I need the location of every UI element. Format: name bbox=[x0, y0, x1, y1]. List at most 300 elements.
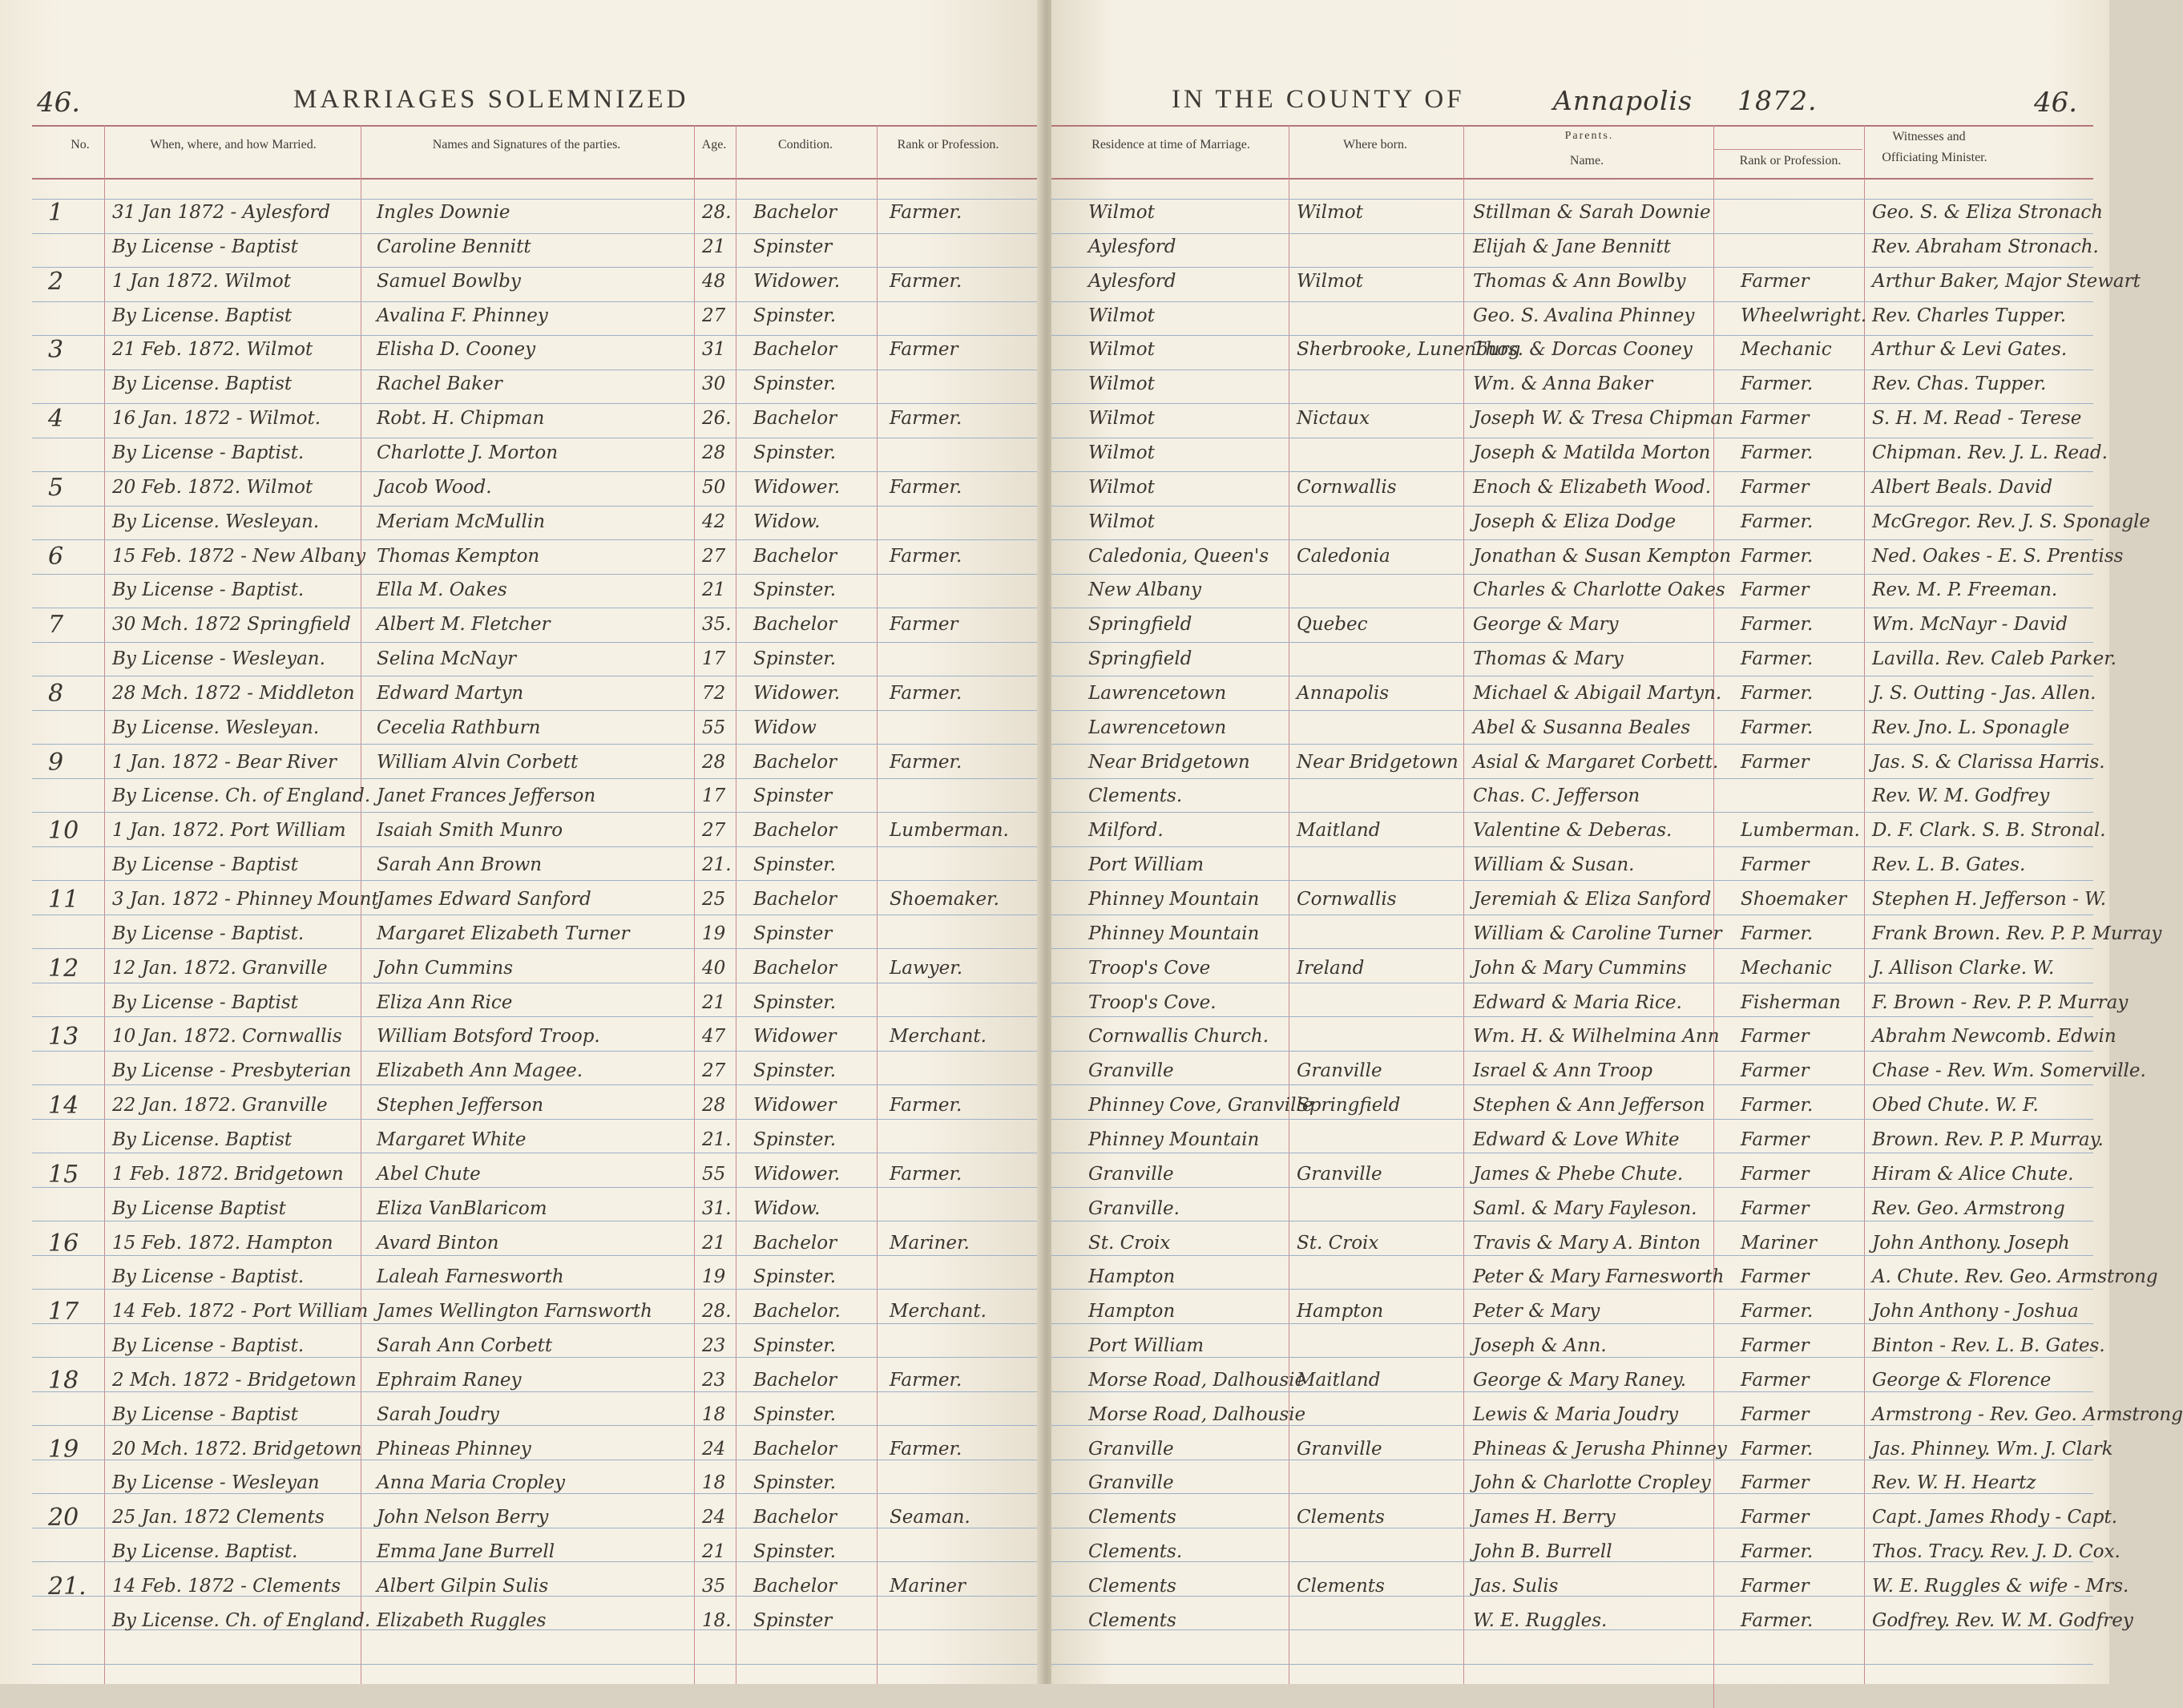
entry-when-where: 10 Jan. 1872. Cornwallis bbox=[112, 1026, 342, 1047]
entry-number: 16 bbox=[48, 1230, 79, 1258]
entry-when-where: 1 Jan 1872. Wilmot bbox=[112, 271, 292, 292]
entry-condition: Bachelor bbox=[753, 1576, 837, 1597]
entry-parents-rank: Farmer. bbox=[1741, 683, 1814, 704]
entry-condition: Spinster. bbox=[753, 1541, 837, 1562]
entry-age: 17 bbox=[702, 785, 726, 806]
entry-parents-rank: Mariner bbox=[1741, 1233, 1818, 1254]
entry-party-name: John Nelson Berry bbox=[377, 1507, 549, 1528]
entry-parents-rank: Farmer bbox=[1741, 854, 1810, 875]
entry-number: 9 bbox=[48, 749, 64, 777]
entry-condition: Bachelor bbox=[753, 546, 837, 567]
ruled-line bbox=[1051, 1187, 2093, 1188]
entry-parents-rank: Fisherman bbox=[1741, 992, 1841, 1013]
entry-age: 21. bbox=[702, 1129, 732, 1150]
entry-condition: Bachelor bbox=[753, 1370, 837, 1391]
entry-age: 21 bbox=[702, 579, 726, 600]
entry-parents-name: Enoch & Elizabeth Wood. bbox=[1473, 477, 1712, 498]
entry-witnesses: McGregor. Rev. J. S. Sponagle bbox=[1872, 511, 2151, 532]
entry-party-name: Sarah Joudry bbox=[377, 1404, 499, 1425]
entry-parents-rank: Farmer bbox=[1741, 1404, 1810, 1425]
entry-parents-name: Thomas & Mary bbox=[1473, 648, 1624, 669]
entry-residence: Near Bridgetown bbox=[1088, 752, 1250, 773]
entry-parents-name: Wm. & Anna Baker bbox=[1473, 373, 1653, 394]
entry-party-name: Charlotte J. Morton bbox=[377, 442, 559, 463]
entry-birthplace: Wilmot bbox=[1297, 271, 1363, 292]
entry-age: 27 bbox=[702, 820, 726, 841]
entry-witnesses: Chipman. Rev. J. L. Read. bbox=[1872, 442, 2108, 463]
entry-age: 21 bbox=[702, 992, 726, 1013]
entry-parents-rank: Farmer bbox=[1741, 1335, 1810, 1356]
entry-when-where: 14 Feb. 1872 - Port William bbox=[112, 1301, 369, 1322]
entry-rank: Farmer. bbox=[890, 202, 962, 223]
ruled-line bbox=[32, 574, 1042, 575]
entry-age: 18 bbox=[702, 1472, 726, 1493]
entry-when-where: By License - Baptist. bbox=[112, 579, 305, 600]
entry-condition: Bachelor bbox=[753, 1507, 837, 1528]
entry-parents-rank: Farmer bbox=[1741, 1370, 1810, 1391]
entry-witnesses: S. H. M. Read - Terese bbox=[1872, 408, 2082, 429]
entry-age: 19 bbox=[702, 1266, 726, 1287]
entry-parents-name: Michael & Abigail Martyn. bbox=[1473, 683, 1722, 704]
entry-parents-rank: Farmer. bbox=[1741, 1610, 1814, 1631]
entry-party-name: William Alvin Corbett bbox=[377, 752, 579, 773]
entry-parents-name: Geo. S. Avalina Phinney bbox=[1473, 305, 1695, 326]
entry-residence: Clements. bbox=[1088, 1541, 1183, 1562]
entry-parents-rank: Farmer bbox=[1741, 1576, 1810, 1597]
entry-parents-rank: Farmer bbox=[1741, 477, 1810, 498]
entry-parents-name: Jeremiah & Eliza Sanford bbox=[1473, 889, 1712, 910]
entry-number: 5 bbox=[48, 474, 64, 502]
entry-parents-name: Joseph W. & Tresa Chipman bbox=[1473, 408, 1733, 429]
entry-birthplace: Caledonia bbox=[1297, 546, 1390, 567]
entry-residence: Phinney Mountain bbox=[1088, 1129, 1260, 1150]
ruled-line bbox=[1051, 335, 2093, 336]
ruled-line bbox=[32, 1051, 1042, 1052]
entry-birthplace: Ireland bbox=[1297, 958, 1365, 979]
entry-parents-rank: Farmer. bbox=[1741, 373, 1814, 394]
left-page-number: 46. bbox=[37, 87, 81, 119]
entry-witnesses: Rev. W. H. Heartz bbox=[1872, 1472, 2036, 1493]
entry-residence: Lawrencetown bbox=[1088, 683, 1227, 704]
entry-rank: Farmer. bbox=[890, 408, 962, 429]
entry-number: 4 bbox=[48, 405, 64, 433]
entry-condition: Widow. bbox=[753, 1198, 821, 1219]
entry-condition: Widower bbox=[753, 1095, 837, 1116]
entry-birthplace: Maitland bbox=[1297, 820, 1381, 841]
ruled-line bbox=[1051, 1664, 2093, 1665]
entry-when-where: 28 Mch. 1872 - Middleton bbox=[112, 683, 355, 704]
entry-birthplace: Granville bbox=[1297, 1164, 1382, 1185]
entry-party-name: John Cummins bbox=[377, 958, 514, 979]
entry-rank: Lawyer. bbox=[890, 958, 963, 979]
entry-parents-name: Stillman & Sarah Downie bbox=[1473, 202, 1711, 223]
entry-residence: Morse Road, Dalhousie bbox=[1088, 1370, 1306, 1391]
entry-rank: Farmer. bbox=[890, 477, 962, 498]
entry-witnesses: Jas. Phinney. Wm. J. Clark bbox=[1872, 1439, 2113, 1460]
entry-when-where: 16 Jan. 1872 - Wilmot. bbox=[112, 408, 321, 429]
entry-party-name: Albert M. Fletcher bbox=[377, 614, 551, 635]
entry-condition: Widower. bbox=[753, 477, 841, 498]
header-rule-bottom bbox=[32, 178, 1042, 180]
entry-party-name: Avard Binton bbox=[377, 1233, 499, 1254]
entry-witnesses: J. Allison Clarke. W. bbox=[1872, 958, 2055, 979]
entry-age: 17 bbox=[702, 648, 726, 669]
entry-parents-name: Thomas & Ann Bowlby bbox=[1473, 271, 1686, 292]
entry-witnesses: Jas. S. & Clarissa Harris. bbox=[1872, 752, 2105, 773]
entry-condition: Spinster bbox=[753, 923, 833, 944]
entry-number: 7 bbox=[48, 611, 64, 639]
entry-residence: Clements bbox=[1088, 1576, 1176, 1597]
entry-witnesses: Obed Chute. W. F. bbox=[1872, 1095, 2039, 1116]
entry-when-where: By License - Baptist bbox=[112, 236, 298, 257]
entry-witnesses: Binton - Rev. L. B. Gates. bbox=[1872, 1335, 2105, 1356]
col-header-residence: Residence at time of Marriage. bbox=[1092, 138, 1250, 151]
entry-birthplace: Annapolis bbox=[1297, 683, 1390, 704]
entry-condition: Bachelor bbox=[753, 408, 837, 429]
entry-when-where: 21 Feb. 1872. Wilmot bbox=[112, 339, 313, 360]
entry-condition: Spinster. bbox=[753, 1060, 837, 1081]
col-header-age: Age. bbox=[701, 138, 727, 151]
right-title-prefix: IN THE COUNTY OF bbox=[1172, 85, 1465, 114]
entry-parents-name: Stephen & Ann Jefferson bbox=[1473, 1095, 1705, 1116]
entry-when-where: 2 Mch. 1872 - Bridgetown bbox=[112, 1370, 357, 1391]
entry-parents-name: James & Phebe Chute. bbox=[1473, 1164, 1684, 1185]
entry-witnesses: John Anthony. Joseph bbox=[1872, 1233, 2070, 1254]
col-header-parents-name: Name. bbox=[1569, 154, 1604, 168]
entry-when-where: By License - Baptist bbox=[112, 1404, 298, 1425]
entry-when-where: By License - Wesleyan. bbox=[112, 648, 325, 669]
ruled-line bbox=[1051, 1425, 2093, 1426]
entry-party-name: Jacob Wood. bbox=[377, 477, 492, 498]
entry-parents-name: Valentine & Deberas. bbox=[1473, 820, 1673, 841]
entry-residence: Troop's Cove. bbox=[1088, 992, 1217, 1013]
ruled-line bbox=[32, 1084, 1042, 1085]
entry-condition: Spinster bbox=[753, 1610, 833, 1631]
entry-parents-name: George & Mary Raney. bbox=[1473, 1370, 1687, 1391]
entry-residence: Cornwallis Church. bbox=[1088, 1026, 1269, 1047]
entry-parents-name: Peter & Mary bbox=[1473, 1301, 1600, 1322]
ruled-line bbox=[32, 744, 1042, 745]
entry-residence: Phinney Mountain bbox=[1088, 889, 1260, 910]
entry-witnesses: Rev. W. M. Godfrey bbox=[1872, 785, 2050, 806]
entry-parents-rank: Mechanic bbox=[1741, 958, 1832, 979]
entry-condition: Spinster. bbox=[753, 1129, 837, 1150]
entry-number: 17 bbox=[48, 1298, 79, 1326]
header-rule-top bbox=[1051, 125, 2093, 127]
column-divider bbox=[877, 125, 878, 1684]
entry-residence: Aylesford bbox=[1088, 236, 1176, 257]
entry-condition: Spinster. bbox=[753, 648, 837, 669]
ruled-line bbox=[32, 506, 1042, 507]
entry-age: 27 bbox=[702, 546, 726, 567]
entry-residence: Granville bbox=[1088, 1472, 1174, 1493]
ruled-line bbox=[1051, 812, 2093, 813]
entry-parents-rank: Farmer bbox=[1741, 408, 1810, 429]
entry-when-where: By License. Wesleyan. bbox=[112, 717, 320, 738]
entry-residence: Port William bbox=[1088, 854, 1204, 875]
entry-parents-name: Peter & Mary Farnesworth bbox=[1473, 1266, 1725, 1287]
entry-parents-name: Travis & Mary A. Binton bbox=[1473, 1233, 1701, 1254]
entry-age: 28. bbox=[702, 202, 732, 223]
entry-rank: Merchant. bbox=[890, 1026, 987, 1047]
ruled-line bbox=[32, 471, 1042, 472]
entry-when-where: 31 Jan 1872 - Aylesford bbox=[112, 202, 331, 223]
entry-rank: Mariner bbox=[890, 1576, 966, 1597]
entry-parents-rank: Farmer. bbox=[1741, 546, 1814, 567]
entry-age: 35 bbox=[702, 1576, 726, 1597]
entry-condition: Bachelor bbox=[753, 958, 837, 979]
entry-party-name: Anna Maria Cropley bbox=[377, 1472, 566, 1493]
entry-residence: Troop's Cove bbox=[1088, 958, 1211, 979]
ruled-line bbox=[1051, 1051, 2093, 1052]
ruled-line bbox=[32, 1119, 1042, 1120]
entry-rank: Farmer. bbox=[890, 1164, 962, 1185]
entry-residence: Granville bbox=[1088, 1164, 1174, 1185]
entry-residence: Clements bbox=[1088, 1610, 1176, 1631]
entry-age: 30 bbox=[702, 373, 726, 394]
entry-condition: Spinster bbox=[753, 236, 833, 257]
entry-parents-rank: Farmer bbox=[1741, 271, 1810, 292]
entry-residence: Wilmot bbox=[1088, 511, 1155, 532]
entry-parents-name: William & Susan. bbox=[1473, 854, 1635, 875]
col-header-names: Names and Signatures of the parties. bbox=[432, 138, 621, 151]
entry-witnesses: Ned. Oakes - E. S. Prentiss bbox=[1872, 546, 2124, 567]
entry-condition: Spinster. bbox=[753, 373, 837, 394]
ruled-line bbox=[1051, 267, 2093, 268]
entry-witnesses: Rev. Abraham Stronach. bbox=[1872, 236, 2099, 257]
entry-party-name: Margaret White bbox=[377, 1129, 527, 1150]
entry-party-name: Elisha D. Cooney bbox=[377, 339, 536, 360]
entry-age: 50 bbox=[702, 477, 726, 498]
entry-when-where: By License - Baptist. bbox=[112, 442, 305, 463]
entry-number: 14 bbox=[48, 1092, 79, 1120]
entry-party-name: Samuel Bowlby bbox=[377, 271, 521, 292]
entry-party-name: Selina McNayr bbox=[377, 648, 517, 669]
entry-when-where: By License - Baptist bbox=[112, 854, 298, 875]
ruled-line bbox=[1051, 1084, 2093, 1085]
entry-residence: Aylesford bbox=[1088, 271, 1176, 292]
entry-birthplace: Cornwallis bbox=[1297, 889, 1397, 910]
entry-party-name: Thomas Kempton bbox=[377, 546, 540, 567]
entry-witnesses: Rev. M. P. Freeman. bbox=[1872, 579, 2058, 600]
entry-when-where: 14 Feb. 1872 - Clements bbox=[112, 1576, 341, 1597]
entry-birthplace: Granville bbox=[1297, 1439, 1382, 1460]
entry-number: 12 bbox=[48, 955, 79, 983]
ruled-line bbox=[32, 778, 1042, 779]
entry-residence: New Albany bbox=[1088, 579, 1201, 600]
entry-party-name: Ella M. Oakes bbox=[377, 579, 507, 600]
ruled-line bbox=[32, 710, 1042, 711]
entry-when-where: By License - Baptist. bbox=[112, 1335, 305, 1356]
entry-rank: Farmer. bbox=[890, 1095, 962, 1116]
entry-parents-name: Jonathan & Susan Kempton bbox=[1473, 546, 1732, 567]
entry-age: 21 bbox=[702, 1233, 726, 1254]
entry-parents-rank: Farmer bbox=[1741, 1472, 1810, 1493]
entry-residence: Wilmot bbox=[1088, 408, 1155, 429]
ruled-line bbox=[32, 880, 1042, 881]
entry-birthplace: Clements bbox=[1297, 1576, 1385, 1597]
entry-parents-name: John & Mary Cummins bbox=[1473, 958, 1687, 979]
entry-residence: Lawrencetown bbox=[1088, 717, 1227, 738]
entry-when-where: 15 Feb. 1872. Hampton bbox=[112, 1233, 333, 1254]
entry-condition: Spinster. bbox=[753, 1404, 837, 1425]
ruled-line bbox=[32, 233, 1042, 234]
entry-age: 28 bbox=[702, 442, 726, 463]
entry-number: 13 bbox=[48, 1023, 79, 1051]
entry-party-name: Eliza VanBlaricom bbox=[377, 1198, 547, 1219]
col-header-when: When, where, and how Married. bbox=[150, 138, 317, 151]
entry-witnesses: Lavilla. Rev. Caleb Parker. bbox=[1872, 648, 2116, 669]
entry-residence: Granville. bbox=[1088, 1198, 1180, 1219]
entry-party-name: Emma Jane Burrell bbox=[377, 1541, 555, 1562]
entry-witnesses: Frank Brown. Rev. P. P. Murray bbox=[1872, 923, 2162, 944]
entry-condition: Widower. bbox=[753, 683, 841, 704]
ruled-line bbox=[32, 335, 1042, 336]
entry-parents-rank: Farmer bbox=[1741, 1507, 1810, 1528]
entry-witnesses: Rev. Charles Tupper. bbox=[1872, 305, 2067, 326]
entry-party-name: Margaret Elizabeth Turner bbox=[377, 923, 630, 944]
entry-party-name: Caroline Bennitt bbox=[377, 236, 531, 257]
ruled-line bbox=[1051, 1289, 2093, 1290]
entry-age: 31 bbox=[702, 339, 726, 360]
entry-age: 40 bbox=[702, 958, 726, 979]
ruled-line bbox=[1051, 1016, 2093, 1017]
entry-age: 18. bbox=[702, 1610, 732, 1631]
entry-parents-rank: Lumberman. bbox=[1741, 820, 1860, 841]
entry-condition: Bachelor bbox=[753, 820, 837, 841]
entry-witnesses: Chase - Rev. Wm. Somerville. bbox=[1872, 1060, 2146, 1081]
entry-parents-rank: Farmer bbox=[1741, 1266, 1810, 1287]
entry-residence: St. Croix bbox=[1088, 1233, 1171, 1254]
entry-witnesses: Abrahm Newcomb. Edwin bbox=[1872, 1026, 2116, 1047]
ruled-line bbox=[1051, 744, 2093, 745]
ruled-line bbox=[32, 1323, 1042, 1324]
ruled-line bbox=[1051, 880, 2093, 881]
entry-number: 3 bbox=[48, 336, 64, 364]
entry-when-where: By License - Wesleyan bbox=[112, 1472, 320, 1493]
ruled-line bbox=[1051, 948, 2093, 949]
entry-age: 28 bbox=[702, 752, 726, 773]
entry-parents-name: Saml. & Mary Fayleson. bbox=[1473, 1198, 1697, 1219]
ruled-line bbox=[1051, 778, 2093, 779]
entry-party-name: Meriam McMullin bbox=[377, 511, 546, 532]
entry-age: 28. bbox=[702, 1301, 732, 1322]
entry-condition: Widower. bbox=[753, 271, 841, 292]
entry-birthplace: Clements bbox=[1297, 1507, 1385, 1528]
entry-age: 72 bbox=[702, 683, 726, 704]
entry-age: 21 bbox=[702, 1541, 726, 1562]
ruled-line bbox=[32, 642, 1042, 643]
entry-party-name: Ephraim Raney bbox=[377, 1370, 522, 1391]
entry-parents-name: John B. Burrell bbox=[1473, 1541, 1612, 1562]
entry-witnesses: Capt. James Rhody - Capt. bbox=[1872, 1507, 2118, 1528]
entry-when-where: 20 Feb. 1872. Wilmot bbox=[112, 477, 313, 498]
entry-residence: Wilmot bbox=[1088, 477, 1155, 498]
entry-condition: Bachelor bbox=[753, 339, 837, 360]
entry-rank: Farmer. bbox=[890, 271, 962, 292]
entry-age: 25 bbox=[702, 889, 726, 910]
entry-witnesses: D. F. Clark. S. B. Stronal. bbox=[1872, 820, 2106, 841]
entry-condition: Widower. bbox=[753, 1164, 841, 1185]
entry-number: 21. bbox=[48, 1573, 87, 1601]
entry-witnesses: F. Brown - Rev. P. P. Murray bbox=[1872, 992, 2129, 1013]
ruled-line bbox=[1051, 1391, 2093, 1392]
ruled-line bbox=[32, 199, 1042, 200]
entry-parents-rank: Farmer. bbox=[1741, 923, 1814, 944]
entry-when-where: By License - Baptist. bbox=[112, 923, 305, 944]
col-header-no: No. bbox=[71, 138, 90, 151]
entry-party-name: Robt. H. Chipman bbox=[377, 408, 545, 429]
ruled-line bbox=[32, 1187, 1042, 1188]
ruled-line bbox=[32, 948, 1042, 949]
entry-party-name: James Wellington Farnsworth bbox=[377, 1301, 652, 1322]
entry-age: 47 bbox=[702, 1026, 726, 1047]
ruled-line bbox=[32, 1493, 1042, 1494]
entry-number: 2 bbox=[48, 268, 64, 296]
entry-age: 24 bbox=[702, 1507, 726, 1528]
entry-birthplace: Hampton bbox=[1297, 1301, 1384, 1322]
entry-party-name: Laleah Farnesworth bbox=[377, 1266, 564, 1287]
entry-parents-name: Abel & Susanna Beales bbox=[1473, 717, 1691, 738]
ruled-line bbox=[1051, 506, 2093, 507]
entry-condition: Bachelor bbox=[753, 1439, 837, 1460]
entry-condition: Widow bbox=[753, 717, 817, 738]
entry-when-where: 12 Jan. 1872. Granville bbox=[112, 958, 328, 979]
entry-age: 42 bbox=[702, 511, 726, 532]
entry-number: 15 bbox=[48, 1161, 79, 1189]
entry-residence: Wilmot bbox=[1088, 373, 1155, 394]
entry-when-where: By License. Baptist bbox=[112, 373, 293, 394]
entry-when-where: By License. Baptist. bbox=[112, 1541, 298, 1562]
entry-rank: Shoemaker. bbox=[890, 889, 999, 910]
entry-birthplace: Granville bbox=[1297, 1060, 1382, 1081]
entry-age: 27 bbox=[702, 1060, 726, 1081]
ruled-line bbox=[32, 403, 1042, 404]
header-rule-top bbox=[32, 125, 1042, 127]
entry-age: 21 bbox=[702, 236, 726, 257]
entry-age: 23 bbox=[702, 1370, 726, 1391]
entry-birthplace: Springfield bbox=[1297, 1095, 1401, 1116]
entry-condition: Spinster. bbox=[753, 442, 837, 463]
entry-residence: Milford. bbox=[1088, 820, 1164, 841]
entry-condition: Spinster. bbox=[753, 1472, 837, 1493]
entry-witnesses: Thos. Tracy. Rev. J. D. Cox. bbox=[1872, 1541, 2120, 1562]
entry-party-name: Isaiah Smith Munro bbox=[377, 820, 563, 841]
entry-residence: Clements. bbox=[1088, 785, 1183, 806]
entry-party-name: Sarah Ann Corbett bbox=[377, 1335, 553, 1356]
entry-parents-rank: Shoemaker bbox=[1741, 889, 1847, 910]
entry-condition: Bachelor bbox=[753, 1233, 837, 1254]
entry-rank: Farmer. bbox=[890, 1439, 962, 1460]
entry-parents-name: Wm. H. & Wilhelmina Ann bbox=[1473, 1026, 1720, 1047]
entry-parents-name: Joseph & Ann. bbox=[1473, 1335, 1607, 1356]
entry-age: 26. bbox=[702, 408, 732, 429]
column-divider bbox=[104, 125, 105, 1684]
column-divider bbox=[1864, 125, 1865, 1684]
entry-number: 6 bbox=[48, 543, 64, 571]
entry-rank: Farmer. bbox=[890, 752, 962, 773]
col-header-minister: Officiating Minister. bbox=[1882, 151, 1987, 164]
entry-condition: Spinster. bbox=[753, 1335, 837, 1356]
entry-witnesses: Hiram & Alice Chute. bbox=[1872, 1164, 2074, 1185]
ruled-line bbox=[32, 1664, 1042, 1665]
entry-when-where: 20 Mch. 1872. Bridgetown bbox=[112, 1439, 362, 1460]
entry-when-where: 30 Mch. 1872 Springfield bbox=[112, 614, 351, 635]
entry-condition: Spinster. bbox=[753, 854, 837, 875]
entry-residence: Phinney Cove, Granville bbox=[1088, 1095, 1313, 1116]
entry-parents-name: Edward & Love White bbox=[1473, 1129, 1680, 1150]
col-header-witnesses: Witnesses and bbox=[1892, 130, 1966, 143]
